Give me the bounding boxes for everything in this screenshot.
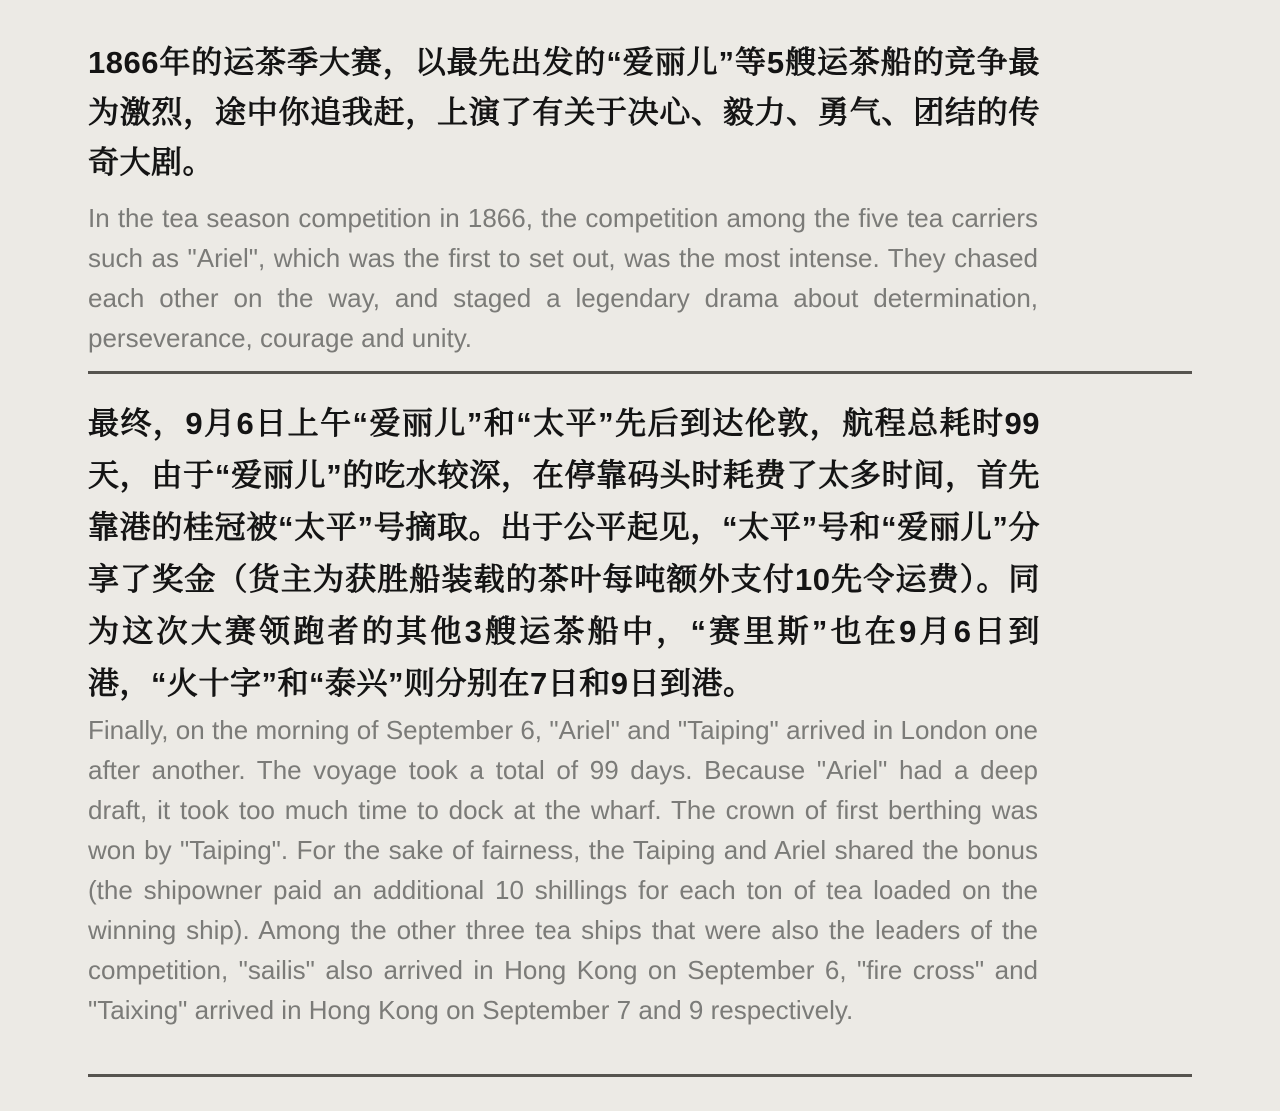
section-race-finish <box>88 398 1280 1030</box>
paragraph-english-race-start: In the tea season competition in 1866, the competition among the five tea carriers such as "Ariel", which was the first to set out, was the most intense. They chased each other on the way, and staged a legendary drama about determination, perseverance, courage and unity. <box>88 203 1038 353</box>
section-race-start <box>88 38 1280 358</box>
paragraph-chinese-race-start: 1866年的运茶季大赛，以最先出发的“爱丽儿”等5艘运茶船的竞争最为激烈，途中你追我赶，上演了有关于决心、毅力、勇气、团结的传奇大剧。 <box>88 45 1040 180</box>
paragraph-english-race-finish: Finally, on the morning of September 6, "Ariel" and "Taiping" arrived in London one after another. The voyage took a total of 99 days. Because "Ariel" had a deep draft, it took too much time to dock at the wharf. The crown of first berthing was won by "Taiping". For the sake of fairness, the Taiping and Ariel shared the bonus (the shipowner paid an additional 10 shillings for each ton of tea loaded on the winning ship). Among the other three tea ships that were also the leaders of the competition, "sailis" also arrived in Hong Kong on September 6, "fire cross" and "Taixing" arrived in Hong Kong on September 7 and 9 respectively. <box>88 715 1038 1025</box>
bottom-divider <box>88 1074 1192 1077</box>
paragraph-chinese-race-finish: 最终，9月6日上午“爱丽儿”和“太平”先后到达伦敦，航程总耗时99天，由于“爱丽儿”的吃水较深，在停靠码头时耗费了太多时间，首先靠港的桂冠被“太平”号摘取。出于公平起见，“太平”号和“爱丽儿”分享了奖金（货主为获胜船装载的茶叶每吨额外支付10先令运费）。同为这次大赛领跑者的其他3艘运茶船中，“赛里斯”也在9月6日到港，“火十字”和“泰兴”则分别在7日和9日到港。 <box>88 406 1040 701</box>
section-divider <box>88 371 1192 374</box>
